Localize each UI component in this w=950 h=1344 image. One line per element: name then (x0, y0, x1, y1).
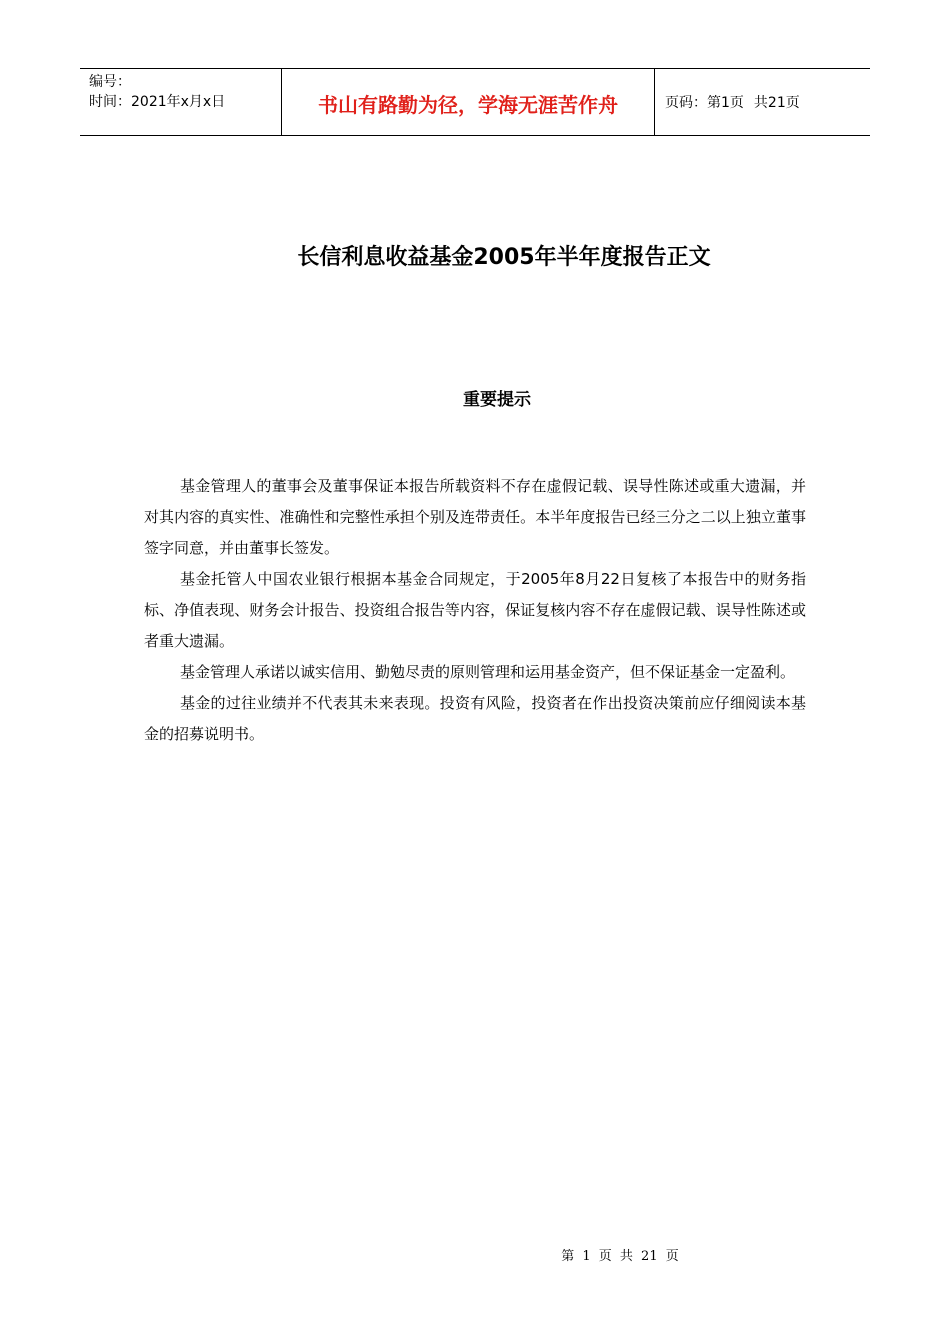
header-motto: 书山有路勤为径，学海无涯苦作舟 (318, 92, 618, 117)
document-body (144, 471, 806, 750)
paragraph: 基金管理人的董事会及董事保证本报告所载资料不存在虚假记载、误导性陈述或重大遗漏，并对其内容的真实性、准确性和完整性承担个别及连带责任。本半年度报告已经三分之二以上独立董事签字同意，并由董事长签发。 (144, 477, 806, 557)
document-time-label: 时间：2021年x月x日 (89, 94, 226, 110)
header-page-label: 页码：第1页 (665, 95, 744, 111)
header-page-cell (655, 69, 870, 135)
document-title: 长信利息收益基金2005年半年度报告正文 (297, 245, 711, 270)
header-page-total: 共21页 (753, 95, 800, 111)
section-title: 重要提示 (463, 390, 531, 410)
paragraph: 基金管理人承诺以诚实信用、勤勉尽责的原则管理和运用基金资产，但不保证基金一定盈利。 (180, 663, 796, 681)
page-header (80, 68, 870, 136)
page-footer: 第 1 页 共 21 页 (561, 1249, 679, 1264)
paragraph: 基金的过往业绩并不代表其未来表现。投资有风险，投资者在作出投资决策前应仔细阅读本基金的招募说明书。 (144, 694, 806, 743)
header-motto-cell (282, 69, 655, 135)
document-number-label: 编号： (89, 74, 131, 90)
paragraph: 基金托管人中国农业银行根据本基金合同规定，于2005年8月22日复核了本报告中的财务指标、净值表现、财务会计报告、投资组合报告等内容，保证复核内容不存在虚假记载、误导性陈述或者重大遗漏。 (144, 570, 806, 650)
header-meta-cell (80, 69, 282, 135)
